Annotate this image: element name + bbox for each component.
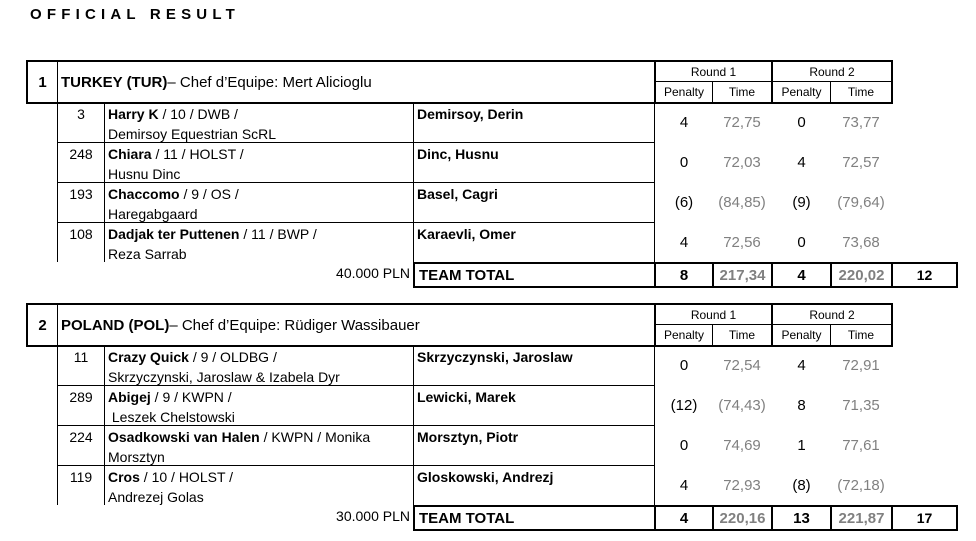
penalty-header-r1: Penalty — [663, 85, 705, 99]
time-header-r2: Time — [847, 328, 875, 342]
time-header-r2: Time — [847, 85, 875, 99]
time-r2: 72,91 — [842, 356, 880, 374]
team-total-time-r1: 220,16 — [719, 509, 766, 527]
team-total-penalty-r1: 8 — [679, 266, 689, 284]
rider-name: Lewicki, Marek — [417, 389, 516, 405]
horse-owner: Husnu Dinc — [108, 166, 181, 182]
time-r2: 71,35 — [842, 396, 880, 414]
time-r2: 73,68 — [842, 233, 880, 251]
penalty-header-r1: Penalty — [663, 328, 705, 342]
header-right-border — [891, 303, 893, 347]
horse-name: Osadkowski van Halen — [108, 429, 260, 445]
time-r1: 72,03 — [723, 153, 761, 171]
rider-name: Morsztyn, Piotr — [417, 429, 519, 445]
horse-owner: Reza Sarrab — [108, 246, 187, 262]
team-total-penalty-r2: 13 — [793, 509, 810, 527]
penalty-r1: 0 — [679, 356, 689, 374]
rider-name: Dinc, Husnu — [417, 146, 499, 162]
penalty-r2: 4 — [797, 356, 806, 374]
horse-info — [105, 387, 412, 425]
time-r2: (79,64) — [837, 193, 885, 211]
rider-name: Skrzyczynski, Jaroslaw — [417, 349, 573, 365]
total-bottom-border — [413, 286, 958, 288]
penalty-r1: 0 — [679, 153, 689, 171]
time-r2: (72,18) — [837, 476, 885, 494]
horse-info — [105, 224, 412, 262]
rider-start-number: 3 — [77, 106, 85, 122]
horse-owner: Demirsoy Equestrian ScRL — [108, 126, 277, 142]
team-name: TURKEY (TUR) — [61, 73, 168, 91]
prize-money: 30.000 PLN — [336, 508, 410, 524]
horse-info — [105, 427, 412, 465]
penalty-r2: 8 — [797, 396, 806, 414]
round-2-header: Round 2 — [809, 307, 855, 322]
penalty-r1: (12) — [670, 396, 698, 414]
penalty-r1: 4 — [679, 476, 689, 494]
penalty-r2: (8) — [792, 476, 811, 494]
team-final-score: 17 — [916, 510, 933, 526]
horse-owner: Leszek Chelstowski — [108, 409, 235, 425]
team-total-penalty-r2: 4 — [797, 266, 806, 284]
rider-name: Basel, Cagri — [417, 186, 498, 202]
penalty-r1: (6) — [674, 193, 694, 211]
rider-name: Demirsoy, Derin — [417, 106, 524, 122]
time-r2: 73,77 — [842, 113, 880, 131]
penalty-header-r2: Penalty — [781, 328, 822, 342]
horse-info — [105, 104, 412, 142]
team-name: POLAND (POL) — [61, 316, 170, 334]
header-right-border — [891, 60, 893, 104]
penalty-r2: 0 — [797, 233, 806, 251]
penalty-r2: (9) — [792, 193, 811, 211]
horse-owner: Andrezej Golas — [108, 489, 204, 505]
total-bottom-border — [413, 529, 958, 531]
horse-info — [105, 144, 412, 182]
horse-details: / 10 / DWB / — [158, 106, 238, 122]
horse-name: Abigej — [108, 389, 151, 405]
horse-name: Crazy Quick — [108, 349, 189, 365]
chef-d-equipe: – Chef d’Equipe: Mert Alicioglu — [167, 73, 372, 91]
horse-details: / 9 / KWPN / — [150, 389, 232, 405]
penalty-header-r2: Penalty — [781, 85, 822, 99]
horse-name: Chiara — [108, 146, 152, 162]
time-r1: 72,54 — [723, 356, 761, 374]
time-header-r1: Time — [728, 85, 756, 99]
total-col-divider — [956, 505, 958, 531]
team-total-label: TEAM TOTAL — [419, 509, 515, 527]
horse-details: / KWPN / Monika — [259, 429, 371, 445]
horse-details: / 10 / HOLST / — [139, 469, 234, 485]
rider-name: Karaevli, Omer — [417, 226, 516, 242]
total-col-divider — [956, 262, 958, 288]
round-1-header: Round 1 — [690, 307, 737, 322]
team-rank: 1 — [38, 73, 47, 91]
rider-name: Gloskowski, Andrezj — [417, 469, 554, 485]
penalty-r2: 0 — [797, 113, 806, 131]
page-title: OFFICIAL RESULT — [30, 6, 240, 23]
time-r1: 72,75 — [723, 113, 761, 131]
horse-owner: Skrzyczynski, Jaroslaw & Izabela Dyr — [108, 369, 340, 385]
round-1-header: Round 1 — [690, 64, 737, 79]
rider-start-number: 289 — [69, 389, 93, 405]
time-header-r1: Time — [728, 328, 756, 342]
horse-details: / 9 / OLDBG / — [188, 349, 277, 365]
round-2-header: Round 2 — [809, 64, 855, 79]
horse-info — [105, 184, 412, 222]
rider-start-number: 119 — [69, 469, 93, 485]
horse-name: Cros — [108, 469, 140, 485]
time-r1: 72,56 — [723, 233, 761, 251]
team-total-time-r2: 221,87 — [838, 509, 885, 527]
team-rank: 2 — [38, 316, 47, 334]
horse-details: / 11 / HOLST / — [151, 146, 244, 162]
team-final-score: 12 — [916, 267, 933, 283]
rider-start-number: 11 — [73, 349, 89, 365]
horse-details: / 9 / OS / — [179, 186, 239, 202]
penalty-r1: 4 — [679, 233, 689, 251]
time-r1: 74,69 — [723, 436, 761, 454]
team-total-penalty-r1: 4 — [679, 509, 689, 527]
time-r1: (74,43) — [718, 396, 766, 414]
horse-owner: Morsztyn — [108, 449, 165, 465]
team-name-header — [58, 305, 653, 345]
penalty-r1: 0 — [679, 436, 689, 454]
rider-start-number: 193 — [69, 186, 93, 202]
rider-start-number: 224 — [69, 429, 93, 445]
horse-owner: Haregabgaard — [108, 206, 198, 222]
horse-info — [105, 467, 412, 505]
penalty-r2: 4 — [797, 153, 806, 171]
horse-name: Harry K — [108, 106, 159, 122]
horse-name: Chaccomo — [108, 186, 180, 202]
team-total-time-r2: 220,02 — [838, 266, 885, 284]
team-total-label: TEAM TOTAL — [419, 266, 515, 284]
chef-d-equipe: – Chef d’Equipe: Rüdiger Wassibauer — [169, 316, 420, 334]
penalty-r2: 1 — [797, 436, 806, 454]
team-name-header — [58, 62, 653, 102]
time-r2: 72,57 — [842, 153, 880, 171]
rider-start-number: 108 — [69, 226, 93, 242]
rider-start-number: 248 — [69, 146, 93, 162]
team-total-time-r1: 217,34 — [719, 266, 766, 284]
penalty-r1: 4 — [679, 113, 689, 131]
time-r2: 77,61 — [842, 436, 880, 454]
time-r1: 72,93 — [723, 476, 761, 494]
horse-name: Dadjak ter Puttenen — [108, 226, 240, 242]
prize-money: 40.000 PLN — [336, 265, 410, 281]
time-r1: (84,85) — [718, 193, 766, 211]
horse-info — [105, 347, 412, 385]
horse-details: / 11 / BWP / — [239, 226, 317, 242]
